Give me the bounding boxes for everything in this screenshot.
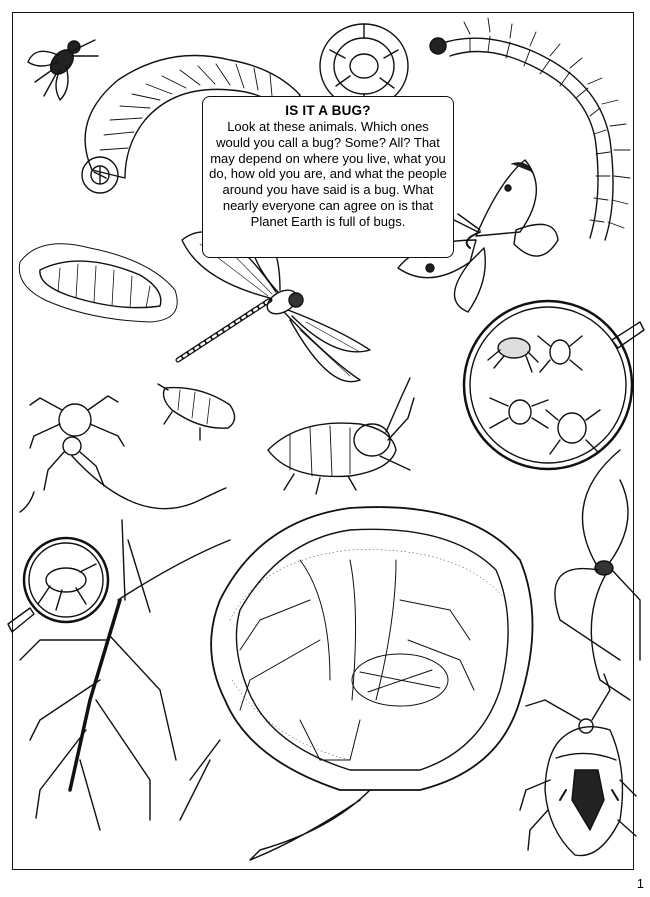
flea-magnifier-icon bbox=[8, 538, 108, 632]
stink-bug-icon bbox=[520, 674, 636, 856]
fly-icon bbox=[28, 40, 98, 100]
intro-text-box bbox=[202, 96, 454, 258]
page-number: 1 bbox=[636, 876, 644, 891]
mites-magnifier-icon bbox=[464, 301, 644, 469]
millipede-icon bbox=[430, 18, 630, 240]
horseshoe-crab-icon bbox=[180, 507, 533, 860]
harvestman-icon bbox=[555, 450, 640, 700]
intro-body: Look at these animals. Which ones would you call a bug? Some? All? That may depend on where you live, what you do, how old you are, and what the people around you have said is a bug. What nearly everyone can agree on is that Planet Earth is full of bugs. bbox=[209, 119, 447, 229]
intro-title: IS IT A BUG? bbox=[285, 103, 371, 118]
cockroach-icon bbox=[268, 378, 414, 494]
springtail-icon bbox=[158, 384, 235, 440]
woolly-larva-icon bbox=[19, 244, 177, 322]
spider-icon bbox=[20, 396, 226, 512]
